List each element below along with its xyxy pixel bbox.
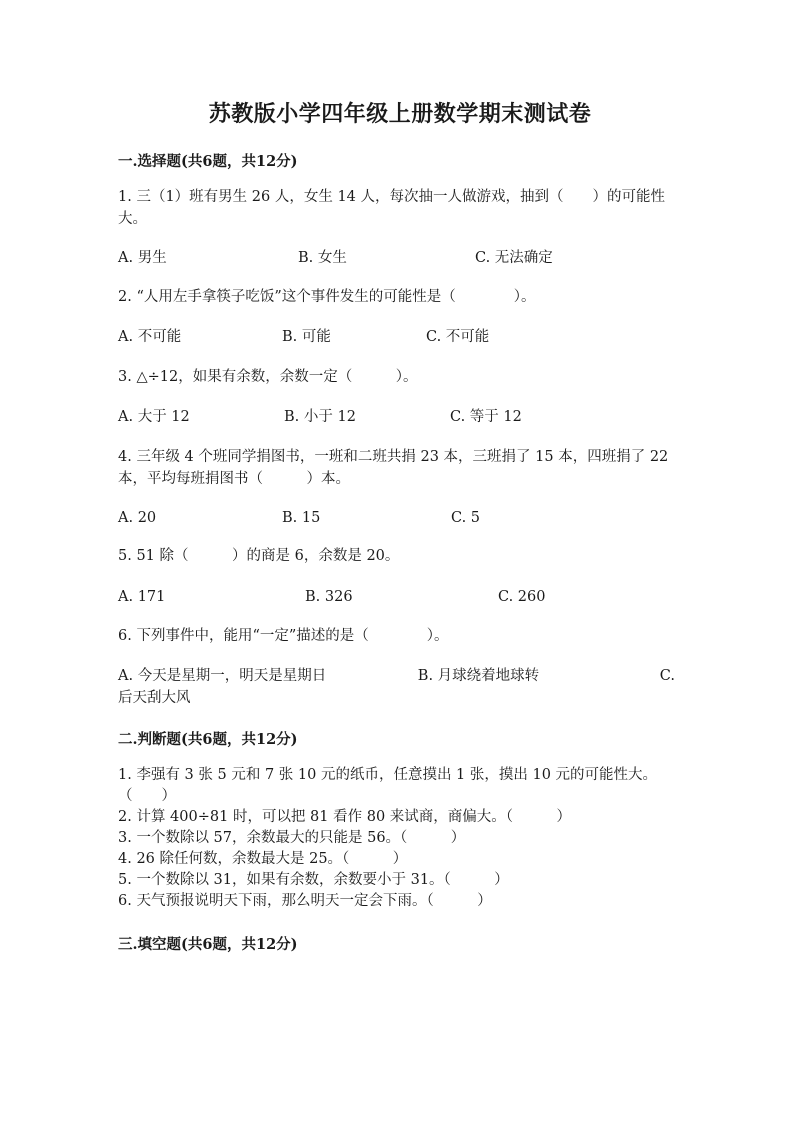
judge-item-6: 6. 天气预报说明天下雨，那么明天一定会下雨。（ ）: [118, 893, 492, 909]
choice-question-1: 1. 三（1）班有男生 26 人，女生 14 人，每次抽一人做游戏，抽到（ ）的可能性大。: [118, 189, 666, 227]
choice-options-5: [118, 586, 678, 630]
judge-item-2: 2. 计算 400÷81 时，可以把 81 看作 80 来试商，商偏大。（ ）: [118, 809, 572, 825]
section-heading-choice: 一.选择题(共6题，共12分): [118, 153, 298, 170]
option-b: B. 小于 12: [284, 409, 356, 425]
choice-options-3: [118, 406, 678, 450]
choice-question-4: 4. 三年级 4 个班同学捐图书，一班和二班共捐 23 本，三班捐了 15 本，四班捐了 22 本，平均每班捐图书（ ）本。: [118, 449, 669, 487]
option-c: C. 不可能: [426, 329, 490, 345]
option-b: B. 15: [282, 510, 321, 526]
section-heading-judge: 二.判断题(共6题，共12分): [118, 731, 298, 748]
judge-item-5: 5. 一个数除以 31，如果有余数，余数要小于 31。（ ）: [118, 872, 509, 888]
choice-question-3: 3. △÷12，如果有余数，余数一定（ ）。: [118, 369, 418, 385]
option-a: A. 不可能: [118, 329, 182, 345]
option-b: B. 女生: [298, 250, 347, 266]
option-a: A. 20: [118, 510, 157, 526]
option-b: B. 可能: [282, 329, 331, 345]
choice-question-6: 6. 下列事件中，能用“一定”描述的是（ ）。: [118, 628, 449, 644]
choice-options-1: [118, 247, 678, 291]
choice-options-6: [118, 665, 678, 709]
choice-options-2: [118, 326, 678, 370]
judge-item-4: 4. 26 除任何数，余数最大是 25。（ ）: [118, 851, 408, 867]
judge-item-1: 1. 李强有 3 张 5 元和 7 张 10 元的纸币，任意摸出 1 张，摸出 10 元的可能性大。 （ ）: [118, 767, 694, 804]
option-a: A. 171: [118, 589, 166, 605]
choice-question-5: 5. 51 除（ ）的商是 6，余数是 20。: [118, 548, 400, 564]
option-c: C. 260: [498, 589, 546, 605]
page-title: 苏教版小学四年级上册数学期末测试卷: [208, 101, 592, 127]
choice-question-2: 2. “人用左手拿筷子吃饭”这个事件发生的可能性是（ ）。: [118, 289, 536, 305]
option-c: C. 等于 12: [450, 409, 522, 425]
section-heading-fill: 三.填空题(共6题，共12分): [118, 936, 298, 953]
option-a: A. 大于 12: [118, 409, 190, 425]
option-c: C. 5: [451, 510, 481, 526]
judge-item-3: 3. 一个数除以 57，余数最大的只能是 56。（ ）: [118, 830, 466, 846]
option-b: B. 326: [305, 589, 353, 605]
option-a: A. 男生: [118, 250, 167, 266]
options-line: A. 今天是星期一，明天是星期日 B. 月球绕着地球转 C. 后天刮大风: [118, 668, 675, 706]
option-c: C. 无法确定: [475, 250, 553, 266]
